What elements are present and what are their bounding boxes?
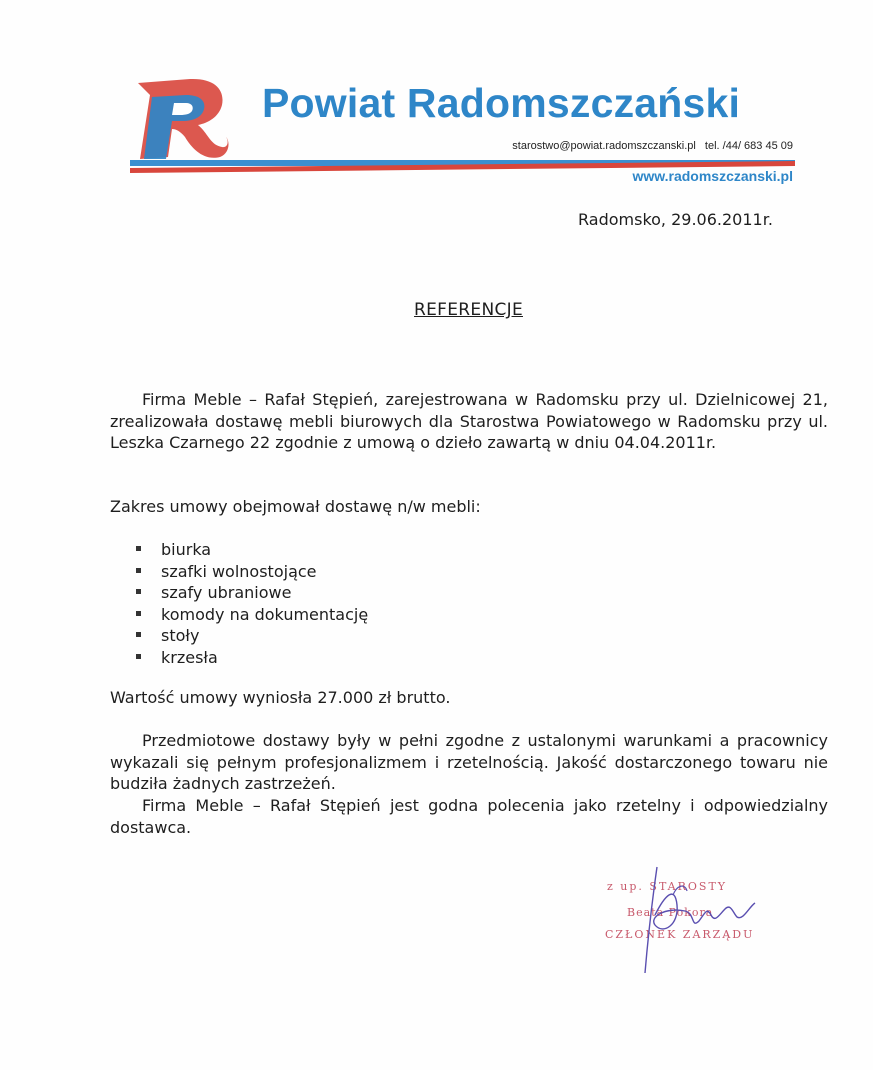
organization-name: Powiat Radomszczański xyxy=(262,80,741,126)
list-item: komody na dokumentację xyxy=(136,604,368,626)
stamp-line-2: Beata Pokora xyxy=(627,906,714,919)
handwritten-signature xyxy=(615,855,775,980)
furniture-list xyxy=(136,539,368,668)
list-item: krzesła xyxy=(136,647,368,669)
email-text: starostwo@powiat.radomszczanski.pl xyxy=(512,140,696,152)
contact-line xyxy=(512,140,793,152)
stamp-line-3: CZŁONEK ZARZĄDU xyxy=(605,928,755,941)
bullet-icon xyxy=(136,546,141,551)
bullet-icon xyxy=(136,568,141,573)
bullet-icon xyxy=(136,611,141,616)
list-item: stoły xyxy=(136,625,368,647)
phone-text: tel. /44/ 683 45 09 xyxy=(704,140,793,152)
document-title: REFERENCJE xyxy=(414,300,523,320)
bullet-icon xyxy=(136,589,141,594)
contract-value: Wartość umowy wyniosła 27.000 zł brutto. xyxy=(110,688,451,707)
powiat-logo xyxy=(130,75,230,165)
list-item: biurka xyxy=(136,539,368,561)
quality-paragraph: Przedmiotowe dostawy były w pełni zgodne z ustalonymi warunkami a pracownicy wykazali się pełnym profesjonalizmem i rzetelnością. Jakość dostarczonego towaru nie budziła żadnych zastrzeżeń. xyxy=(110,731,828,793)
list-item: szafki wolnostojące xyxy=(136,561,368,583)
intro-paragraph: Firma Meble – Rafał Stępień, zarejestrowana w Radomsku przy ul. Dzielnicowej 21, zrealizowała dostawę mebli biurowych dla Starostwa Powiatowego w Radomsku przy ul. Leszka Czarnego 22 zgodnie z umową o dzieło zawartą w dniu 04.04.2011r. xyxy=(110,390,828,452)
recommendation-paragraph: Firma Meble – Rafał Stępień jest godna polecenia jako rzetelny i odpowiedzialny dostawca. xyxy=(110,796,828,837)
bullet-icon xyxy=(136,632,141,637)
website-link: www.radomszczanski.pl xyxy=(632,168,793,184)
bullet-icon xyxy=(136,654,141,659)
list-item: szafy ubraniowe xyxy=(136,582,368,604)
stamp-line-1: z up. STAROSTY xyxy=(607,880,728,893)
document-date: Radomsko, 29.06.2011r. xyxy=(578,210,773,229)
document-title-row xyxy=(0,300,873,320)
scope-intro: Zakres umowy obejmował dostawę n/w mebli: xyxy=(110,497,481,516)
